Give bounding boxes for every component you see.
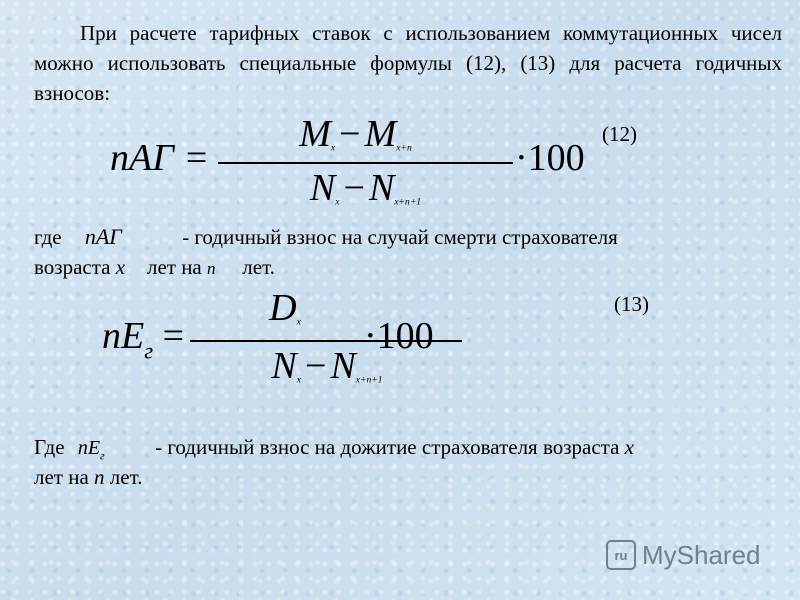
intro-text: При расчете тарифных ставок с использованием коммутационных чисел можно использовать специальные формулы (12), (13) для расчета годичных взносов: — [34, 21, 782, 105]
formula-12-multiplier: ·100 — [515, 137, 585, 179]
formula-12-denominator: $N_x - N_{x+n+1}$ — [309, 167, 422, 209]
formula-13-numerator: $D_x$ — [269, 287, 301, 329]
myshared-watermark — [606, 535, 766, 575]
formula-13-denominator: $N_x - N_{x+n+1}$ — [271, 345, 383, 387]
equation-number-12: (12) — [602, 122, 637, 146]
explain-13-line2: лет на n лет. — [34, 465, 143, 489]
formula-13-lhs: $nE_г$ = — [102, 315, 185, 364]
explain-13-symbol: $nE_г$ — [77, 437, 105, 463]
myshared-logo-icon: ru — [606, 540, 636, 570]
explain-12-line2: возраста x лет на n лет. — [34, 255, 275, 279]
formula-12-numerator: $M_x - M_{x+n}$ — [299, 113, 412, 155]
formula-13-multiplier: ·100 — [364, 315, 434, 357]
equation-number-13: (13) — [614, 292, 649, 316]
intro-paragraph — [34, 18, 782, 108]
formula-12-lhs: nAГ = — [110, 137, 209, 179]
formula-12 — [110, 112, 585, 222]
explain-12-symbol: nAГ — [84, 224, 122, 249]
formula-12-fraction-bar — [218, 162, 513, 164]
explain-12-line1: где nAГ - годичный взнос на случай смерти страхователя — [34, 222, 782, 252]
explain-13-line1: Где $nE_г$ - годичный взнос на дожитие страхователя возраста x — [34, 432, 782, 470]
myshared-logo-label: MyShared — [642, 539, 761, 570]
formula-13 — [102, 286, 462, 396]
